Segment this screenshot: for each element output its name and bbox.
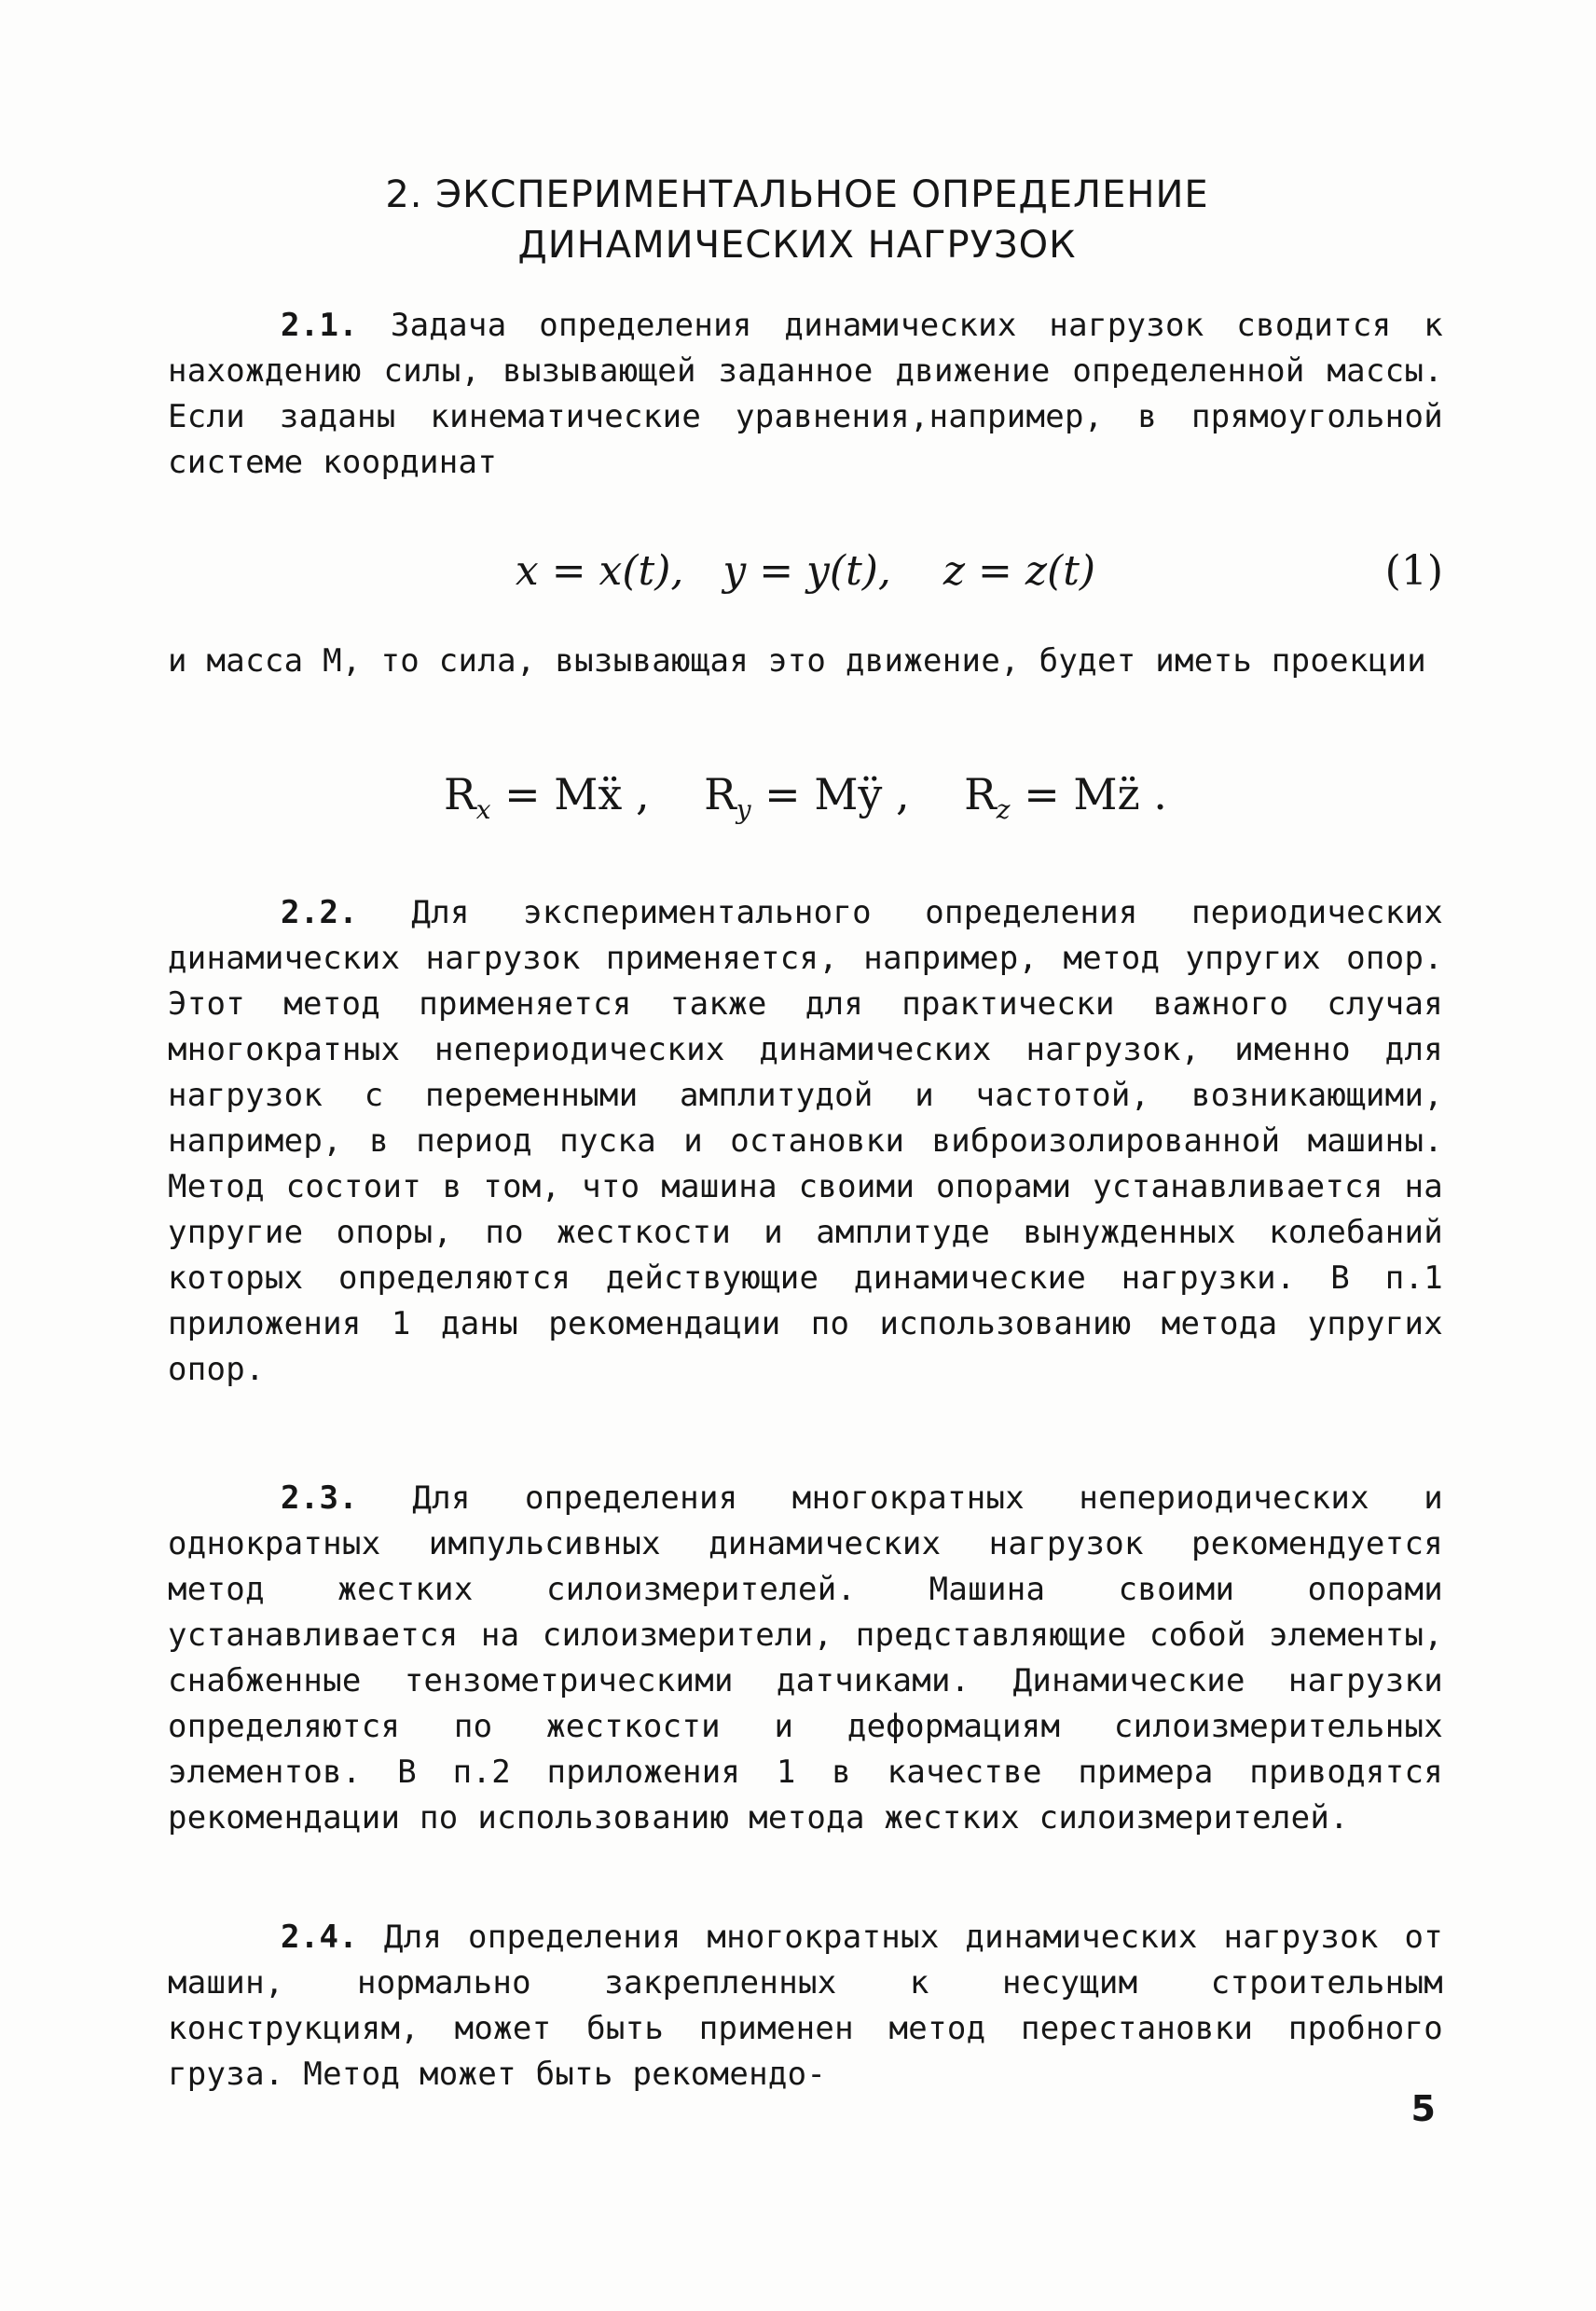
paragraph-text: и масса M, то сила, вызывающая это движение, будет иметь проекции	[168, 642, 1427, 680]
ry-subscript: y	[736, 794, 751, 826]
paragraph-2-1	[168, 303, 1443, 486]
paragraph-number: 2.3.	[281, 1479, 359, 1517]
formula-1-y: y = y(t),	[722, 547, 891, 595]
formula-1-x: x = x(t),	[515, 547, 684, 595]
page-number: 5	[1410, 2088, 1436, 2129]
paragraph-2-4	[168, 1915, 1443, 2098]
formula-2	[168, 769, 1443, 825]
paragraph-number: 2.2.	[281, 894, 359, 931]
section-title	[149, 170, 1445, 270]
paragraph-2-2	[168, 890, 1443, 1393]
paragraph-number: 2.4.	[281, 1919, 359, 1956]
formula-2-ry: $R_y$ = Mÿ ,	[704, 769, 910, 826]
equation-number: (1)	[1384, 547, 1443, 595]
paragraph-text: Для экспериментального определения периодических динамических нагрузок применяется, например, метод упругих опор. Этот метод применяется также для практически важного случая многократных непериодических динамических нагрузок, именно для нагрузок с переменными амплитудой и частотой, возникающими, например, в период пуска и остановки виброизолированной машины. Метод состоит в том, что машина своими опорами устанавливается на упругие опоры, по жесткости и амплитуде вынужденных колебаний которых определяются действующие динамические нагрузки. В п.1 приложения 1 даны рекомендации по использованию метода упругих опор.	[168, 894, 1443, 1388]
paragraph-text: Для определения многократных непериодических и однократных импульсивных динамических нагрузок рекомендуется метод жестких силоизмерителей. Машина своими опорами устанавливается на силоизмерители, представляющие собой элементы, снабженные тензометрическими датчиками. Динамические нагрузки определяются по жесткости и деформациям силоизмерительных элементов. В п.2 приложения 1 в качестве примера приводятся рекомендации по использованию метода жестких силоизмерителей.	[168, 1479, 1443, 1836]
paragraph-text: Задача определения динамических нагрузок сводится к нахождению силы, вызывающей заданное движение определенной массы. Если заданы кинематические уравнения,например, в прямоугольной системе координат	[168, 307, 1443, 481]
section-title-line-2: ДИНАМИЧЕСКИХ НАГРУЗОК	[517, 224, 1077, 267]
rx-subscript: x	[475, 794, 491, 826]
formula-1-z: z = z(t)	[942, 547, 1096, 595]
paragraph-2-1-continuation	[168, 639, 1443, 684]
ry-rhs: = Mÿ ,	[764, 769, 910, 819]
rz-subscript: z	[996, 794, 1011, 826]
paragraph-number: 2.1.	[281, 307, 359, 344]
formula-1	[168, 547, 1443, 595]
rx-rhs: = Mẍ ,	[504, 769, 650, 819]
paragraph-text: Для определения многократных динамических нагрузок от машин, нормально закрепленных к несущим строительным конструкциям, может быть применен метод перестановки пробного груза. Метод может быть рекомендо-	[168, 1919, 1443, 2093]
section-title-line-1: 2. ЭКСПЕРИМЕНТАЛЬНОЕ ОПРЕДЕЛЕНИЕ	[385, 173, 1209, 216]
rz-rhs: = Mz̈ .	[1024, 769, 1167, 819]
paragraph-2-3	[168, 1476, 1443, 1841]
formula-2-rx: $R_x$ = Mẍ ,	[444, 769, 650, 826]
formula-2-rz: $R_z$ = Mz̈ .	[964, 769, 1167, 826]
